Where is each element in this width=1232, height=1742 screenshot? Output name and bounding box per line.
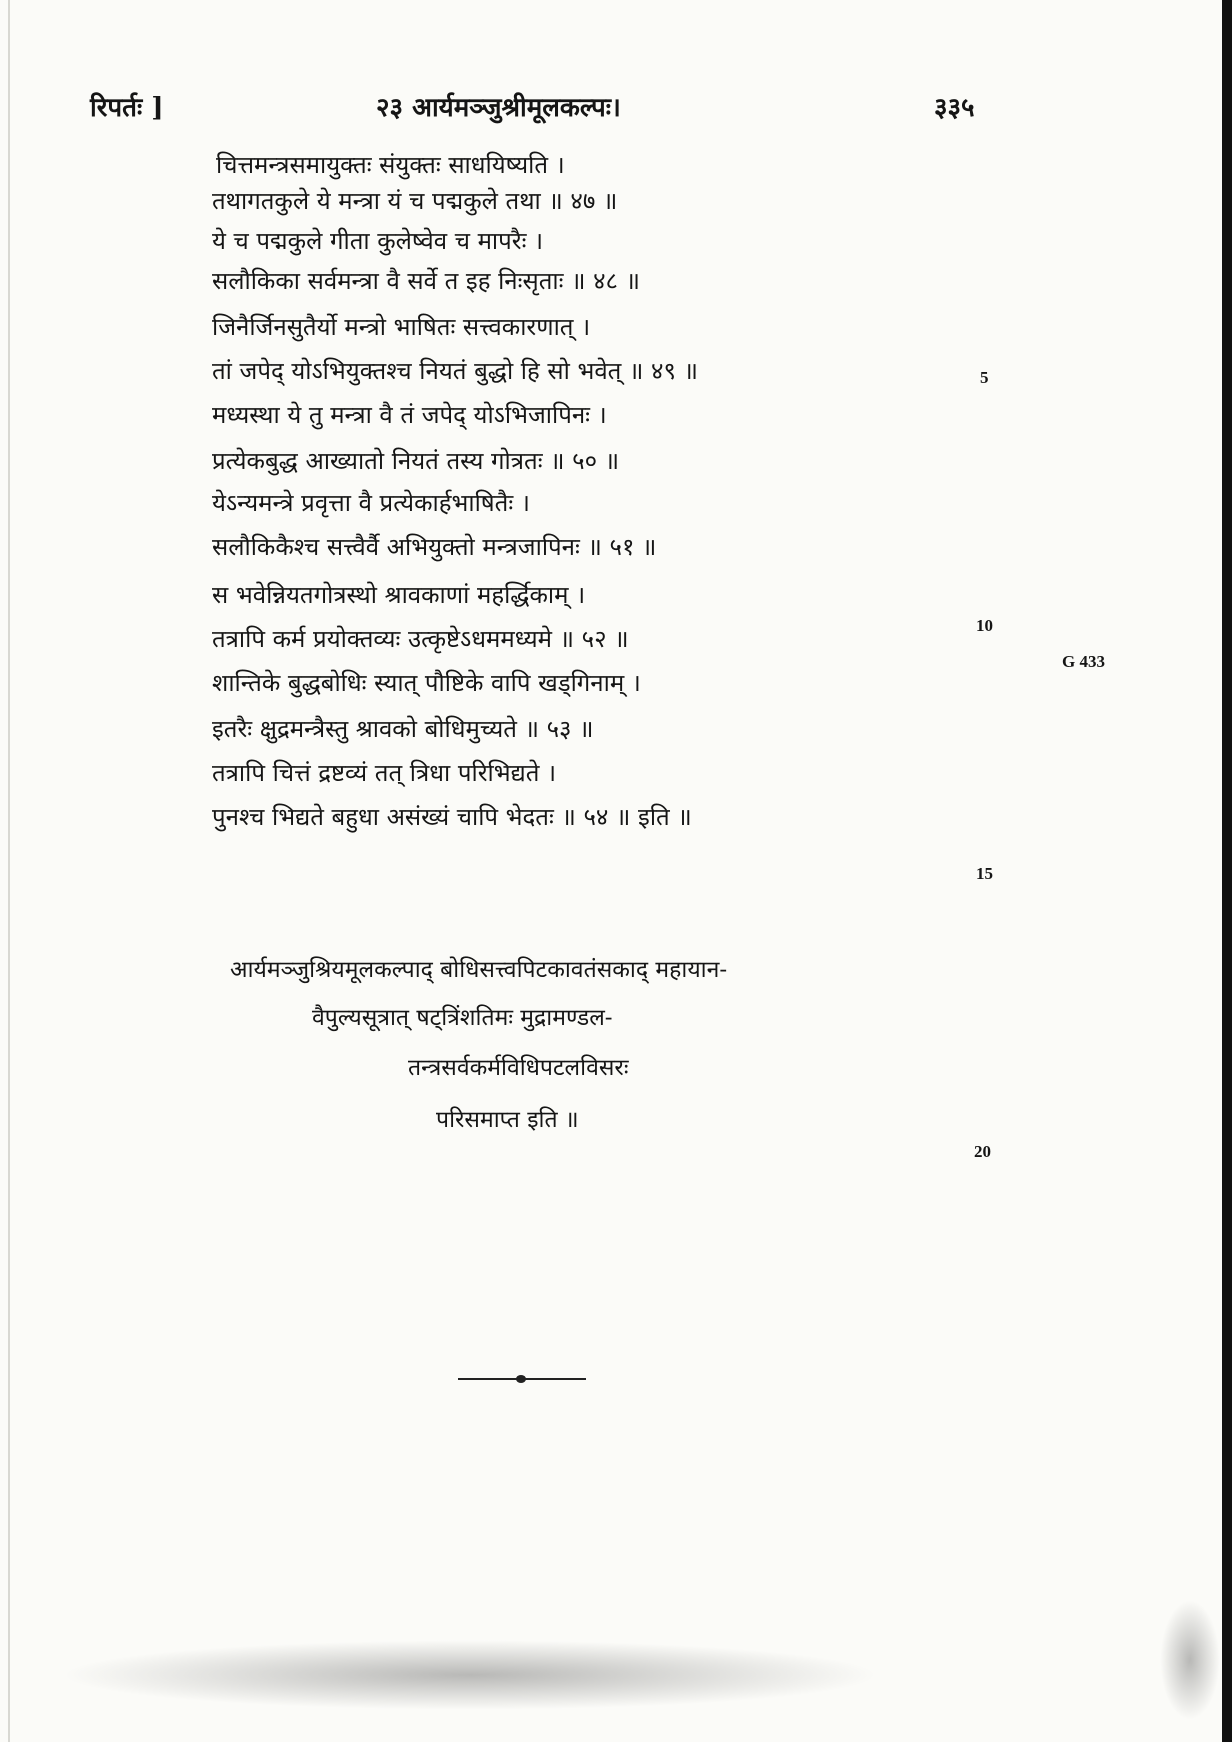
colophon-line: तन्त्रसर्वकर्मविधिपटलविसरः (408, 1055, 629, 1081)
margin-line-number: 10 (976, 616, 993, 635)
verse-line: तथागतकुले ये मन्त्रा यं च पद्मकुले तथा ॥ ४७ ॥ (212, 187, 618, 215)
verse-line: जिनैर्जिनसुतैर्यो मन्त्रो भाषितः सत्त्वकारणात् । (212, 313, 591, 341)
margin-line-number: 15 (976, 864, 993, 883)
verse-line: इतरैः क्षुद्रमन्त्रैस्तु श्रावको बोधिमुच्यते ॥ ५३ ॥ (212, 715, 594, 743)
verse-line: ये च पद्मकुले गीता कुलेष्वेव च मापरैः । (212, 227, 544, 255)
header-chapter-mark: रिपर्तः ] (90, 93, 164, 123)
bleed-through-smudge (60, 1640, 880, 1710)
margin-line-number: 5 (980, 368, 989, 387)
bleed-through-smudge (1160, 1600, 1220, 1720)
verse-line: तत्रापि चित्तं द्रष्टव्यं तत् त्रिधा परिभिद्यते । (212, 759, 557, 787)
verse-line: पुनश्च भिद्यते बहुधा असंख्यं चापि भेदतः ॥ ५४ ॥ इति ॥ (212, 803, 692, 831)
colophon-line: वैपुल्यसूत्रात् षट्त्रिंशतिमः मुद्रामण्डल- (312, 1005, 613, 1031)
page-left-edge (8, 0, 10, 1742)
margin-line-number: 20 (974, 1142, 991, 1161)
margin-edition-reference: G 433 (1062, 652, 1105, 671)
verse-line: तत्रापि कर्म प्रयोक्तव्यः उत्कृष्टेऽधममध्यमे ॥ ५२ ॥ (212, 625, 629, 653)
verse-line: स भवेन्नियतगोत्रस्थो श्रावकाणां महर्द्धिकाम् । (212, 581, 586, 609)
verse-line: प्रत्येकबुद्ध आख्यातो नियतं तस्य गोत्रतः ॥ ५० ॥ (212, 447, 620, 475)
header-title: २३ आर्यमञ्जुश्रीमूलकल्पः। (376, 93, 621, 123)
verse-line: सलौकिकैश्च सत्त्वैर्वै अभियुक्तो मन्त्रजापिनः ॥ ५१ ॥ (212, 533, 657, 561)
colophon-line: परिसमाप्त इति ॥ (436, 1107, 579, 1133)
page-binding-edge (1222, 0, 1232, 1742)
verse-line: शान्तिके बुद्धबोधिः स्यात् पौष्टिके वापि खड्गिनाम् । (212, 669, 641, 697)
verse-line: तां जपेद् योऽभियुक्तश्च नियतं बुद्धो हि सो भवेत् ॥ ४९ ॥ (212, 357, 698, 385)
verse-line: येऽन्यमन्त्रे प्रवृत्ता वै प्रत्येकार्हभाषितैः । (212, 489, 530, 517)
end-ornament-divider (458, 1378, 586, 1380)
verse-line: चित्तमन्त्रसमायुक्तः संयुक्तः साधयिष्यति । (216, 151, 565, 179)
verse-line: सलौकिका सर्वमन्त्रा वै सर्वे त इह निःसृताः ॥ ४८ ॥ (212, 267, 641, 295)
header-page-number: ३३५ (934, 93, 975, 123)
verse-line: मध्यस्था ये तु मन्त्रा वै तं जपेद् योऽभिजापिनः । (212, 401, 607, 429)
running-header (0, 88, 1232, 128)
colophon-line: आर्यमञ्जुश्रियमूलकल्पाद् बोधिसत्त्वपिटकावतंसकाद् महायान- (230, 957, 728, 983)
